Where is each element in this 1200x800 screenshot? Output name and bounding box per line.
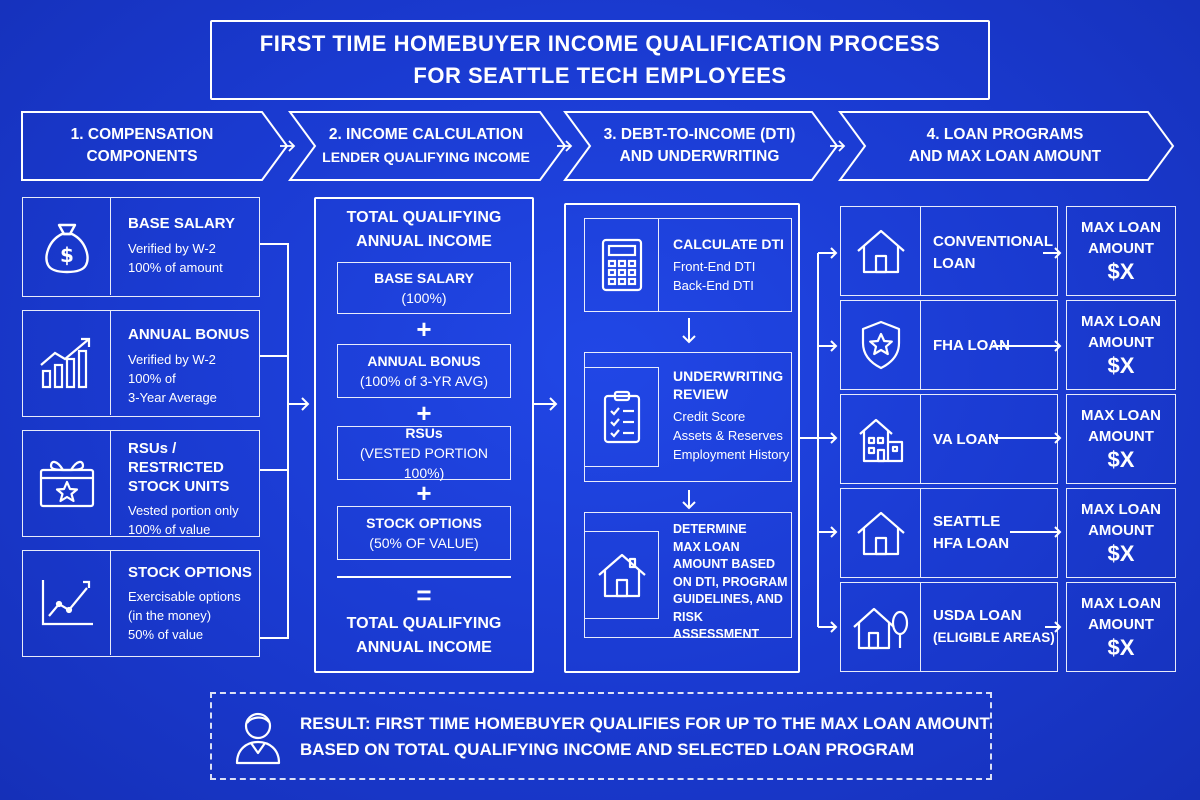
person-icon (230, 708, 286, 766)
step-4-label (862, 112, 1148, 180)
house-icon (841, 489, 921, 577)
component-title: BASE SALARY (128, 215, 235, 232)
step-1-line-1: 1. COMPENSATION (70, 126, 214, 143)
title-line-1: FIRST TIME HOMEBUYER INCOME QUALIFICATION PROCESS (259, 31, 941, 56)
loan-label: (ELIGIBLE AREAS) (933, 630, 1055, 645)
shield-star-icon (841, 301, 921, 389)
step-4-line-1: 4. LOAN PROGRAMS (926, 126, 1084, 143)
component-text: 100% of amount (128, 260, 223, 275)
step-2-label (312, 112, 540, 180)
trend-line-icon (23, 551, 111, 655)
loan-card-va (840, 394, 1058, 484)
component-title: STOCK UNITS (128, 478, 230, 495)
income-item-detail: (50% OF VALUE) (369, 535, 479, 551)
calculate-dti-card (584, 218, 792, 312)
loan-label: SEATTLE (933, 513, 1001, 530)
step-1-line-2: COMPONENTS (86, 148, 198, 165)
max-loan-box (1066, 582, 1176, 672)
review-title: UNDERWRITING (673, 368, 784, 384)
income-header-line-2: ANNUAL INCOME (356, 233, 492, 250)
step-3-line-2: AND UNDERWRITING (619, 148, 780, 165)
income-footer (314, 612, 534, 660)
component-text: 3-Year Average (128, 390, 217, 405)
income-item-base-salary (337, 262, 511, 314)
income-item-rsus (337, 426, 511, 480)
max-loan-value: $X (1107, 259, 1135, 284)
sum-divider (337, 576, 511, 578)
income-item-detail: (100%) (401, 290, 447, 306)
svg-text:$: $ (59, 242, 74, 267)
determine-title: GUIDELINES, AND (673, 592, 783, 606)
plus-sign: + (416, 314, 432, 344)
house-tree-icon (841, 583, 921, 671)
component-title: RSUs / RESTRICTED (128, 440, 224, 476)
step-2-line-2: LENDER QUALIFYING INCOME (322, 149, 530, 165)
review-text: Assets & Reserves (673, 428, 783, 443)
dti-text: Front-End DTI (673, 259, 756, 274)
component-text: 50% of value (128, 627, 204, 642)
gift-box-icon (23, 431, 111, 535)
loan-card-seattle-hfa (840, 488, 1058, 578)
step-2-line-1: 2. INCOME CALCULATION (328, 126, 524, 143)
money-bag-icon (23, 198, 111, 295)
loan-card-conventional (840, 206, 1058, 296)
title-line-2: FOR SEATTLE TECH EMPLOYEES (413, 63, 787, 88)
result-line-1: RESULT: FIRST TIME HOMEBUYER QUALIFIES FOR UP TO THE MAX LOAN AMOUNT (300, 714, 990, 733)
max-loan-box (1066, 488, 1176, 578)
loan-label: HFA LOAN (933, 535, 1010, 552)
equals-sign: = (416, 580, 432, 610)
income-item-stock-options (337, 506, 511, 560)
component-text: Vested portion only (128, 503, 239, 518)
max-loan-line-1: MAX LOAN (1081, 501, 1161, 518)
loan-card-fha (840, 300, 1058, 390)
max-loan-box (1066, 394, 1176, 484)
component-title: ANNUAL BONUS (128, 326, 250, 343)
determine-title: ON DTI, PROGRAM (673, 574, 788, 589)
component-text: Verified by W-2 (128, 241, 216, 256)
calculator-icon (585, 219, 659, 311)
income-item-title: RSUs (405, 425, 443, 441)
income-item-title: STOCK OPTIONS (366, 515, 482, 531)
clipboard-checklist-icon (585, 367, 659, 467)
max-loan-box (1066, 206, 1176, 296)
result-line-2: BASED ON TOTAL QUALIFYING INCOME AND SELECTED LOAN PROGRAM (300, 740, 915, 759)
component-text: Verified by W-2 (128, 352, 216, 367)
review-title: REVIEW (673, 386, 729, 402)
underwriting-review-card (584, 352, 792, 482)
step-3-label (587, 112, 812, 180)
income-header (314, 206, 534, 254)
component-card-stock-options (22, 550, 260, 657)
step-4-line-2: AND MAX LOAN AMOUNT (908, 148, 1102, 165)
max-loan-line-1: MAX LOAN (1081, 313, 1161, 330)
max-loan-line-2: AMOUNT (1088, 522, 1154, 539)
max-loan-line-1: MAX LOAN (1081, 219, 1161, 236)
review-text: Employment History (673, 447, 790, 462)
building-icon (841, 395, 921, 483)
plus-sign: + (416, 398, 432, 428)
income-item-detail: (VESTED PORTION 100%) (359, 445, 489, 481)
loan-label: VA LOAN (933, 431, 999, 448)
component-text: (in the money) (128, 608, 212, 623)
component-text: Exercisable options (128, 589, 241, 604)
max-loan-line-2: AMOUNT (1088, 428, 1154, 445)
income-item-title: BASE SALARY (374, 270, 474, 286)
growth-chart-icon (23, 311, 111, 415)
component-title: STOCK OPTIONS (128, 564, 252, 581)
step-1-label (22, 112, 262, 180)
loan-label: LOAN (933, 255, 976, 272)
income-header-line-1: TOTAL QUALIFYING (346, 209, 502, 226)
max-loan-line-2: AMOUNT (1088, 240, 1154, 257)
income-footer-line-1: TOTAL QUALIFYING (346, 615, 502, 632)
max-loan-value: $X (1107, 541, 1135, 566)
component-card-annual-bonus (22, 310, 260, 417)
step-3-line-1: 3. DEBT-TO-INCOME (DTI) (603, 126, 796, 143)
max-loan-value: $X (1107, 447, 1135, 472)
loan-card-usda (840, 582, 1058, 672)
component-text: 100% of (128, 371, 176, 386)
component-text: 100% of value (128, 522, 211, 537)
max-loan-line-1: MAX LOAN (1081, 407, 1161, 424)
determine-title: MAX LOAN (673, 539, 740, 554)
determine-max-loan-card (584, 512, 792, 641)
determine-title: AMOUNT BASED (673, 557, 776, 571)
income-item-detail: (100% of 3-YR AVG) (359, 373, 489, 389)
house-icon (841, 207, 921, 295)
income-item-annual-bonus (337, 344, 511, 398)
income-item-title: ANNUAL BONUS (367, 353, 481, 369)
loan-label: CONVENTIONAL (933, 233, 1053, 250)
loan-label: FHA LOAN (933, 337, 1010, 354)
result-box (210, 692, 992, 780)
max-loan-line-2: AMOUNT (1088, 616, 1154, 633)
max-loan-box (1066, 300, 1176, 390)
loan-label: USDA LOAN (933, 607, 1022, 624)
dti-title: CALCULATE DTI (673, 236, 784, 252)
component-card-rsus (22, 430, 260, 537)
plus-sign: + (416, 478, 432, 508)
house-icon (585, 531, 659, 619)
dti-text: Back-End DTI (673, 278, 754, 293)
review-text: Credit Score (673, 409, 746, 424)
determine-title: DETERMINE (673, 522, 747, 536)
determine-title: RISK ASSESSMENT (673, 609, 760, 641)
max-loan-value: $X (1107, 353, 1135, 378)
max-loan-value: $X (1107, 635, 1135, 660)
income-footer-line-2: ANNUAL INCOME (356, 639, 492, 656)
max-loan-line-2: AMOUNT (1088, 334, 1154, 351)
max-loan-line-1: MAX LOAN (1081, 595, 1161, 612)
component-card-base-salary (22, 197, 260, 297)
